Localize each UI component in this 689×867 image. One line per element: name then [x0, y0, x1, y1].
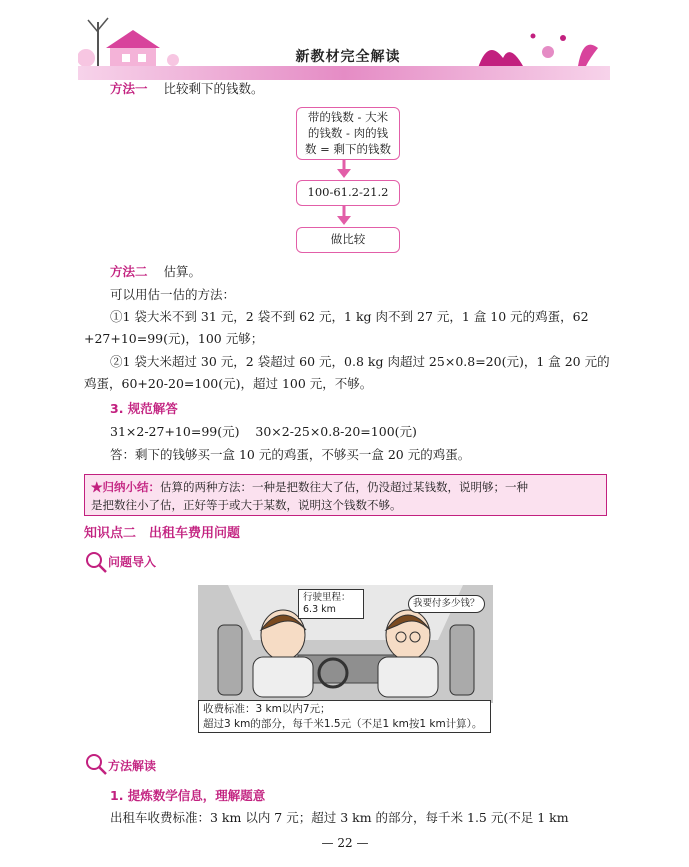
method2-item1-line1: ①1 袋大米不到 31 元，2 袋不到 62 元，1 kg 肉不到 27 元，1 盒 10 元的鸡蛋，62 — [110, 309, 589, 324]
method2-item1-line2: +27+10=99(元)，100 元够； — [84, 331, 264, 346]
method-text1: 出租车收费标准：3 km 以内 7 元；超过 3 km 的部分，每千米 1.5 元(不足 1 km — [110, 810, 569, 825]
page-number: — 22 — — [321, 836, 369, 850]
page-header — [78, 8, 610, 80]
method2-line — [110, 262, 201, 282]
summary-text: 估算的两种方法：一种是把数往大了估，仍没超过某钱数，说明够；一种 — [160, 480, 528, 494]
odometer-bubble — [298, 589, 364, 619]
header-band — [78, 66, 610, 80]
method2-label: 方法二 — [110, 264, 148, 279]
method1-text: 比较剩下的钱数。 — [163, 81, 264, 96]
flow-box-line: 数 = 剩下的钱数 — [305, 142, 391, 156]
question-bubble: 我要付多少钱？ — [408, 595, 485, 613]
summary-box — [84, 474, 607, 516]
method2-item2-line2: 鸡蛋，60+20-20=100(元)，超过 100 元，不够。 — [84, 376, 373, 391]
summary-label: ★归纳小结： — [91, 480, 160, 494]
odometer-value: 6.3 km — [303, 604, 336, 615]
method-section-title: 方法解读 — [108, 759, 157, 773]
method2-text: 估算。 — [163, 264, 202, 279]
fee-line: 超过3 km的部分，每千米1.5元（不足1 km按1 km计算）。 — [203, 718, 483, 730]
section3-title: 3. 规范解答 — [110, 401, 178, 416]
arrow-down-icon — [336, 206, 352, 226]
section3-calc: 31×2-27+10=99(元) 30×2-25×0.8-20=100(元) — [110, 424, 417, 439]
intro-section-title: 问题导入 — [108, 555, 157, 569]
method2-intro: 可以用估一估的方法： — [110, 287, 236, 302]
fee-line: 收费标准：3 km以内7元； — [203, 703, 331, 715]
flow-box-formula — [296, 107, 400, 160]
method2-item2-line1: ②1 袋大米超过 30 元，2 袋超过 60 元，0.8 kg 肉超过 25×0.8=20(元)，1 盒 20 元的 — [110, 354, 610, 369]
fee-standard-box — [198, 700, 491, 733]
odometer-label: 行驶里程： — [303, 592, 351, 603]
taxi-scene — [198, 585, 493, 735]
flow-box-line: 带的钱数 - 大米 — [307, 110, 389, 124]
magnifier-icon — [84, 752, 108, 776]
arrow-down-icon — [336, 159, 352, 179]
magnifier-icon — [84, 550, 108, 574]
method1-line — [110, 79, 264, 99]
flow-box-expression: 100-61.2-21.2 — [296, 180, 400, 206]
method-sub1: 1. 提炼数学信息，理解题意 — [110, 788, 266, 803]
method1-label: 方法一 — [110, 81, 148, 96]
header-title: 新教材完全解读 — [295, 49, 401, 65]
knowledge-point-title: 知识点二 出租车费用问题 — [84, 526, 241, 541]
flow-box-line: 的钱数 - 肉的钱 — [307, 126, 389, 140]
flow-box-compare: 做比较 — [296, 227, 400, 253]
section3-answer: 答：剩下的钱够买一盒 10 元的鸡蛋，不够买一盒 20 元的鸡蛋。 — [110, 447, 471, 462]
summary-line — [91, 478, 600, 496]
summary-text: 是把数往小了估，正好等于或大于某数，说明这个钱数不够。 — [91, 498, 402, 512]
